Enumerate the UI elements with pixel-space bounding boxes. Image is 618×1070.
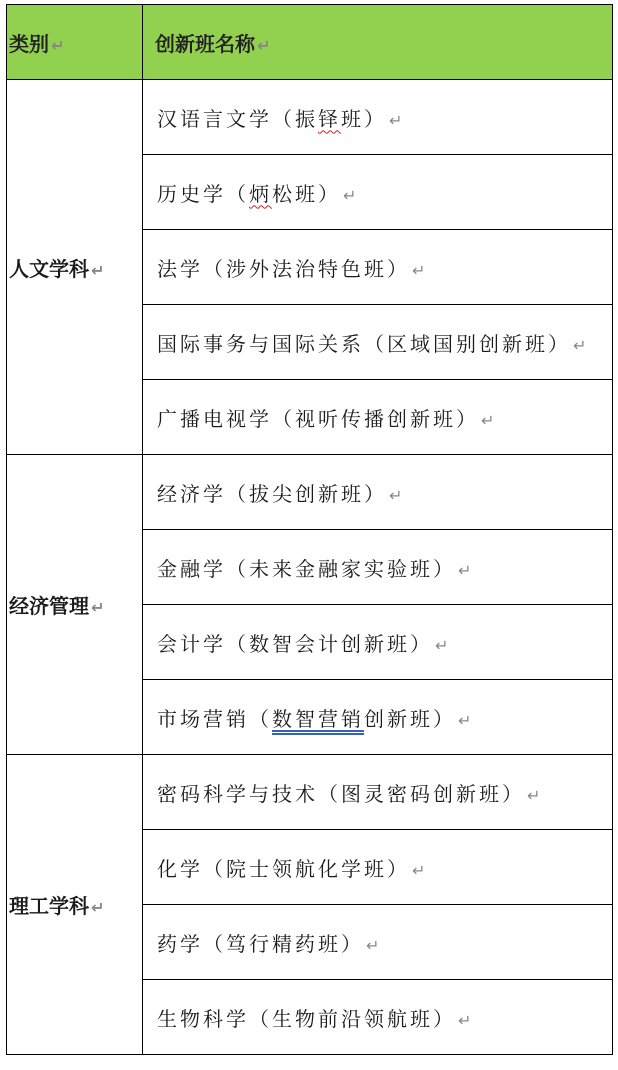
grammar-flagged-text: 数智营销 <box>272 706 364 731</box>
paragraph-mark-icon: ↵ <box>458 710 472 730</box>
program-name-cell <box>143 380 613 455</box>
program-name-cell <box>143 680 613 755</box>
paragraph-mark-icon: ↵ <box>481 410 495 430</box>
program-name-text: 汉语言文学（振 <box>157 106 318 131</box>
paragraph-mark-icon: ↵ <box>412 260 426 280</box>
header-name-cell <box>143 5 613 80</box>
paragraph-mark-icon: ↵ <box>389 110 403 130</box>
program-name-text: 班） <box>341 106 387 131</box>
paragraph-mark-icon: ↵ <box>343 185 357 205</box>
program-name-cell <box>143 755 613 830</box>
program-name-text: 密码科学与技术（图灵密码创新班） <box>157 781 525 806</box>
paragraph-mark-icon: ↵ <box>257 35 271 55</box>
paragraph-mark-icon: ↵ <box>91 598 105 617</box>
program-name-cell <box>143 905 613 980</box>
program-name-text: 法学（涉外法治特色班） <box>157 256 410 281</box>
paragraph-mark-icon: ↵ <box>573 335 587 355</box>
paragraph-mark-icon: ↵ <box>412 860 426 880</box>
program-name-text: 松班） <box>272 181 341 206</box>
spellcheck-flagged-text: 炳 <box>249 181 272 206</box>
program-name-text: 经济学（拔尖创新班） <box>157 481 387 506</box>
program-name-cell <box>143 155 613 230</box>
table-row <box>7 755 613 830</box>
program-name-cell <box>143 530 613 605</box>
table-header-row <box>7 5 613 80</box>
program-name-cell <box>143 455 613 530</box>
program-name-cell <box>143 305 613 380</box>
program-name-cell <box>143 980 613 1055</box>
program-name-text: 国际事务与国际关系（区域国别创新班） <box>157 331 571 356</box>
program-name-cell <box>143 230 613 305</box>
program-name-text: 金融学（未来金融家实验班） <box>157 556 456 581</box>
program-name-text: 生物科学（生物前沿领航班） <box>157 1006 456 1031</box>
category-label: 经济管理 <box>9 594 89 618</box>
program-name-cell <box>143 830 613 905</box>
program-name-text: 化学（院士领航化学班） <box>157 856 410 881</box>
program-name-text: 市场营销（ <box>157 706 272 731</box>
program-name-text: 历史学（ <box>157 181 249 206</box>
table-row <box>7 455 613 530</box>
category-cell <box>7 455 143 755</box>
category-cell <box>7 755 143 1055</box>
program-name-cell <box>143 605 613 680</box>
program-table <box>6 4 613 1055</box>
paragraph-mark-icon: ↵ <box>51 35 65 55</box>
paragraph-mark-icon: ↵ <box>91 898 105 917</box>
paragraph-mark-icon: ↵ <box>458 1010 472 1030</box>
category-cell <box>7 80 143 455</box>
program-name-text: 创新班） <box>364 706 456 731</box>
paragraph-mark-icon: ↵ <box>389 485 403 505</box>
program-name-text: 会计学（数智会计创新班） <box>157 631 433 656</box>
program-name-text: 广播电视学（视听传播创新班） <box>157 406 479 431</box>
paragraph-mark-icon: ↵ <box>435 635 449 655</box>
paragraph-mark-icon: ↵ <box>91 260 105 280</box>
paragraph-mark-icon: ↵ <box>366 935 380 955</box>
category-label: 理工学科 <box>9 894 89 918</box>
spellcheck-flagged-text: 铎 <box>318 106 341 131</box>
header-category-label: 类别 <box>9 31 49 56</box>
program-name-cell <box>143 80 613 155</box>
header-name-label: 创新班名称 <box>155 31 255 56</box>
header-category-cell <box>7 5 143 80</box>
paragraph-mark-icon: ↵ <box>527 785 541 805</box>
category-label: 人文学科 <box>9 256 89 281</box>
table-row <box>7 80 613 155</box>
paragraph-mark-icon: ↵ <box>458 560 472 580</box>
program-name-text: 药学（笃行精药班） <box>157 931 364 956</box>
